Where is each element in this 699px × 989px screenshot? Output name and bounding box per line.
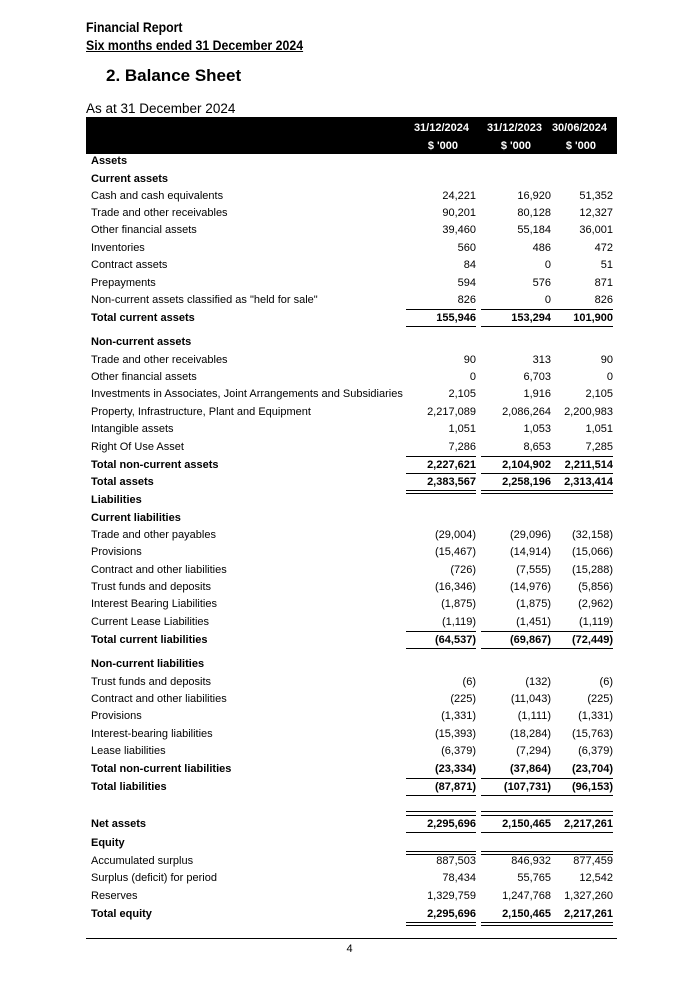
total-rule [542, 648, 613, 649]
net-assets-top-rule [481, 811, 551, 812]
row-value-col-3: (96,153) [572, 781, 613, 793]
row-value-col-1: 39,460 [442, 224, 476, 236]
table-row [91, 386, 616, 403]
table-row [91, 614, 616, 631]
row-label: Non-current liabilities [91, 658, 205, 670]
row-value-col-2: (11,043) [510, 693, 551, 705]
row-value-col-3: 877,459 [573, 855, 613, 867]
row-value-col-2: 1,916 [523, 388, 551, 400]
row-value-col-1: (6) [462, 676, 476, 688]
row-value-col-1: 826 [457, 294, 476, 306]
row-value-col-1: (1,875) [441, 598, 476, 610]
section-heading [91, 492, 616, 509]
total-double-rule [481, 851, 551, 855]
row-value-col-3: 2,105 [585, 388, 613, 400]
table-row [91, 708, 616, 725]
total-top-rule [406, 815, 476, 816]
row-value-col-3: (2,962) [578, 598, 613, 610]
table-row [91, 188, 616, 205]
row-value-col-2: 55,184 [517, 224, 551, 236]
row-value-col-1: 1,051 [448, 423, 476, 435]
section-heading [91, 835, 616, 852]
total-rule [542, 795, 613, 796]
row-value-col-2: 16,920 [517, 190, 551, 202]
total-rule [542, 326, 613, 327]
row-value-col-3: 2,211,514 [564, 459, 613, 471]
table-row [91, 743, 616, 760]
subtotal-rule [542, 309, 613, 310]
row-value-col-3: 1,051 [585, 423, 613, 435]
row-label: Current Lease Liabilities [91, 616, 210, 628]
row-label: Trade and other payables [91, 529, 216, 541]
row-value-col-1: 560 [457, 242, 476, 254]
row-value-col-3: 51,352 [579, 190, 613, 202]
row-value-col-3: 2,217,261 [564, 908, 613, 920]
row-label: Property, Infrastructure, Plant and Equipment [91, 406, 311, 418]
row-value-col-2: (1,111) [517, 710, 551, 722]
table-row [91, 421, 616, 438]
table-row [91, 544, 616, 561]
row-label: Prepayments [91, 277, 156, 289]
row-label: Lease liabilities [91, 745, 166, 757]
row-label: Other financial assets [91, 224, 197, 236]
row-value-col-1: (1,119) [441, 616, 476, 628]
table-row [91, 596, 616, 613]
total-rule [481, 832, 551, 833]
row-value-col-1: (726) [450, 564, 476, 576]
row-value-col-2: 2,104,902 [502, 459, 551, 471]
row-value-col-1: 90 [463, 354, 476, 366]
row-label: Provisions [91, 546, 142, 558]
subtotal-rule [481, 631, 551, 632]
total-top-rule [542, 456, 613, 457]
row-label: Trust funds and deposits [91, 676, 212, 688]
row-label: Liabilities [91, 494, 142, 506]
row-label: Total current liabilities [91, 634, 208, 646]
row-label: Trade and other receivables [91, 207, 228, 219]
row-value-col-3: 2,313,414 [564, 476, 613, 488]
row-value-col-3: (23,704) [572, 763, 613, 775]
row-value-col-2: (69,867) [510, 634, 551, 646]
subtotal-rule [542, 631, 613, 632]
total-top-rule [542, 815, 613, 816]
column-unit-1: $ '000 [427, 140, 458, 152]
column-unit-2: $ '000 [500, 140, 531, 152]
row-label: Cash and cash equivalents [91, 190, 224, 202]
row-label: Accumulated surplus [91, 855, 194, 867]
row-value-col-3: (5,856) [578, 581, 613, 593]
row-label: Intangible assets [91, 423, 174, 435]
row-value-col-3: (6,379) [578, 745, 613, 757]
total-rule [481, 326, 551, 327]
row-value-col-3: 472 [594, 242, 613, 254]
row-value-col-2: (1,875) [516, 598, 551, 610]
row-value-col-1: 78,434 [442, 872, 476, 884]
row-value-col-3: 7,285 [585, 441, 613, 453]
row-label: Trade and other receivables [91, 354, 228, 366]
table-row [91, 369, 616, 386]
row-value-col-1: (1,331) [441, 710, 476, 722]
row-value-col-3: 90 [600, 354, 613, 366]
row-value-col-2: 1,247,768 [502, 890, 551, 902]
row-value-col-3: 2,217,261 [564, 818, 613, 830]
total-double-rule [406, 490, 476, 494]
row-value-col-2: (37,864) [510, 763, 551, 775]
row-value-col-2: 8,653 [523, 441, 551, 453]
row-value-col-2: (14,976) [510, 581, 551, 593]
row-value-col-3: 101,900 [573, 312, 613, 324]
table-row [91, 240, 616, 257]
row-value-col-2: (107,731) [503, 781, 551, 793]
row-value-col-2: 486 [532, 242, 551, 254]
row-value-col-1: (15,467) [435, 546, 476, 558]
row-value-col-3: 12,327 [579, 207, 613, 219]
row-value-col-3: 36,001 [579, 224, 613, 236]
table-row [91, 888, 616, 905]
row-label: Provisions [91, 710, 142, 722]
row-label: Contract and other liabilities [91, 564, 227, 576]
row-value-col-2: (29,096) [510, 529, 551, 541]
row-value-col-1: (23,334) [435, 763, 476, 775]
row-value-col-2: 80,128 [517, 207, 551, 219]
row-label: Right Of Use Asset [91, 441, 184, 453]
net-assets-top-rule [542, 811, 613, 812]
total-rule [481, 648, 551, 649]
row-value-col-3: (1,331) [578, 710, 613, 722]
row-value-col-3: (6) [599, 676, 613, 688]
table-row [91, 691, 616, 708]
as-at-date: As at 31 December 2024 [86, 101, 236, 116]
table-row [91, 205, 616, 222]
row-value-col-1: 84 [463, 259, 476, 271]
total-rule [406, 473, 476, 474]
total-row [91, 457, 616, 474]
row-label: Total non-current liabilities [91, 763, 232, 775]
section-heading [91, 171, 616, 188]
section-heading [91, 510, 616, 527]
report-period: Six months ended 31 December 2024 [86, 37, 304, 53]
row-label: Other financial assets [91, 371, 197, 383]
row-label: Current assets [91, 173, 169, 185]
row-value-col-2: 6,703 [523, 371, 551, 383]
total-double-rule [406, 851, 476, 855]
row-value-col-3: (32,158) [572, 529, 613, 541]
row-label: Trust funds and deposits [91, 581, 212, 593]
row-label: Interest-bearing liabilities [91, 728, 213, 740]
total-rule [406, 795, 476, 796]
total-top-rule [481, 815, 551, 816]
row-value-col-3: 826 [594, 294, 613, 306]
row-label: Net assets [91, 818, 147, 830]
total-double-rule [406, 922, 476, 926]
row-value-col-1: (16,346) [435, 581, 476, 593]
total-rule [406, 832, 476, 833]
row-label: Total assets [91, 476, 154, 488]
row-value-col-3: (15,288) [572, 564, 613, 576]
row-value-col-1: 2,383,567 [427, 476, 476, 488]
total-top-rule [406, 778, 476, 779]
row-value-col-3: (72,449) [572, 634, 613, 646]
row-value-col-2: 313 [532, 354, 551, 366]
row-value-col-2: (7,555) [516, 564, 551, 576]
total-row [91, 906, 616, 923]
net-assets-top-rule [406, 811, 476, 812]
row-label: Non-current assets classified as "held for sale" [91, 294, 318, 306]
row-value-col-1: (6,379) [441, 745, 476, 757]
row-label: Current liabilities [91, 512, 181, 524]
total-double-rule [542, 922, 613, 926]
total-double-rule [481, 490, 551, 494]
row-value-col-1: 594 [457, 277, 476, 289]
table-row [91, 257, 616, 274]
row-value-col-2: 2,086,264 [502, 406, 551, 418]
total-double-rule [542, 490, 613, 494]
section-heading [91, 656, 616, 673]
table-row [91, 439, 616, 456]
total-double-rule [542, 851, 613, 855]
table-row [91, 726, 616, 743]
total-row [91, 761, 616, 778]
row-label: Assets [91, 155, 128, 167]
column-date-1: 31/12/2024 [413, 122, 469, 134]
total-top-rule [481, 778, 551, 779]
row-value-col-1: 2,105 [448, 388, 476, 400]
row-value-col-1: 90,201 [442, 207, 476, 219]
total-row [91, 474, 616, 491]
row-label: Inventories [91, 242, 145, 254]
total-double-rule [481, 922, 551, 926]
section-heading [91, 153, 616, 170]
row-label: Surplus (deficit) for period [91, 872, 217, 884]
row-value-col-2: 576 [532, 277, 551, 289]
section-title: 2. Balance Sheet [106, 66, 242, 85]
row-value-col-1: (64,537) [435, 634, 476, 646]
row-value-col-2: 55,765 [517, 872, 551, 884]
table-row [91, 292, 616, 309]
row-value-col-2: 1,053 [523, 423, 551, 435]
row-value-col-2: 0 [544, 259, 551, 271]
row-value-col-2: (18,284) [510, 728, 551, 740]
row-value-col-3: 871 [594, 277, 613, 289]
row-value-col-2: 846,932 [511, 855, 551, 867]
row-value-col-2: 2,258,196 [502, 476, 551, 488]
row-value-col-2: (14,914) [510, 546, 551, 558]
total-row [91, 632, 616, 649]
total-top-rule [481, 456, 551, 457]
table-row [91, 853, 616, 870]
row-value-col-3: 51 [600, 259, 613, 271]
total-rule [406, 326, 476, 327]
report-title: Financial Report [86, 19, 183, 35]
row-value-col-1: (225) [450, 693, 476, 705]
table-row [91, 527, 616, 544]
page-number: 4 [346, 943, 353, 955]
subtotal-rule [406, 631, 476, 632]
row-value-col-3: (1,119) [578, 616, 613, 628]
column-unit-3: $ '000 [565, 140, 596, 152]
total-rule [481, 795, 551, 796]
table-row [91, 579, 616, 596]
row-label: Total non-current assets [91, 459, 219, 471]
total-row [91, 779, 616, 796]
row-value-col-1: 2,217,089 [427, 406, 476, 418]
total-rule [542, 473, 613, 474]
row-value-col-3: 0 [606, 371, 613, 383]
row-label: Investments in Associates, Joint Arrangements and Subsidiaries [91, 388, 403, 400]
total-row [91, 310, 616, 327]
row-value-col-2: (7,294) [516, 745, 551, 757]
total-rule [481, 473, 551, 474]
total-row [91, 816, 616, 833]
table-row [91, 222, 616, 239]
column-date-2: 31/12/2023 [486, 122, 542, 134]
row-value-col-1: (29,004) [435, 529, 476, 541]
row-value-col-2: 153,294 [511, 312, 551, 324]
section-heading [91, 334, 616, 351]
total-top-rule [542, 778, 613, 779]
row-value-col-3: (15,066) [572, 546, 613, 558]
row-value-col-2: (1,451) [516, 616, 551, 628]
table-row [91, 404, 616, 421]
row-value-col-1: 887,503 [436, 855, 476, 867]
row-value-col-1: 2,227,621 [427, 459, 476, 471]
table-row [91, 352, 616, 369]
total-top-rule [406, 456, 476, 457]
row-value-col-3: 12,542 [579, 872, 613, 884]
total-rule [406, 648, 476, 649]
table-row [91, 674, 616, 691]
row-label: Contract and other liabilities [91, 693, 227, 705]
row-value-col-1: 0 [469, 371, 476, 383]
row-value-col-2: (132) [525, 676, 551, 688]
row-label: Total current assets [91, 312, 195, 324]
row-value-col-1: 2,295,696 [427, 818, 476, 830]
row-value-col-1: 7,286 [448, 441, 476, 453]
row-value-col-2: 2,150,465 [502, 908, 551, 920]
subtotal-rule [481, 309, 551, 310]
row-label: Contract assets [91, 259, 168, 271]
table-row [91, 562, 616, 579]
row-label: Reserves [91, 890, 138, 902]
row-value-col-1: 1,329,759 [427, 890, 476, 902]
row-value-col-1: 24,221 [442, 190, 476, 202]
table-row [91, 870, 616, 887]
row-label: Total equity [91, 908, 152, 920]
row-value-col-1: 2,295,696 [427, 908, 476, 920]
row-value-col-1: (87,871) [435, 781, 476, 793]
row-label: Total liabilities [91, 781, 167, 793]
row-value-col-3: 2,200,983 [564, 406, 613, 418]
row-value-col-3: (15,763) [572, 728, 613, 740]
row-value-col-1: 155,946 [436, 312, 476, 324]
row-value-col-2: 0 [544, 294, 551, 306]
table-row [91, 275, 616, 292]
row-value-col-3: 1,327,260 [564, 890, 613, 902]
row-label: Non-current assets [91, 336, 192, 348]
row-label: Interest Bearing Liabilities [91, 598, 217, 610]
row-value-col-3: (225) [587, 693, 613, 705]
row-value-col-2: 2,150,465 [502, 818, 551, 830]
row-value-col-1: (15,393) [435, 728, 476, 740]
subtotal-rule [406, 309, 476, 310]
total-rule [542, 832, 613, 833]
column-date-3: 30/06/2024 [551, 122, 607, 134]
footer-rule [86, 938, 617, 939]
row-label: Equity [91, 837, 125, 849]
